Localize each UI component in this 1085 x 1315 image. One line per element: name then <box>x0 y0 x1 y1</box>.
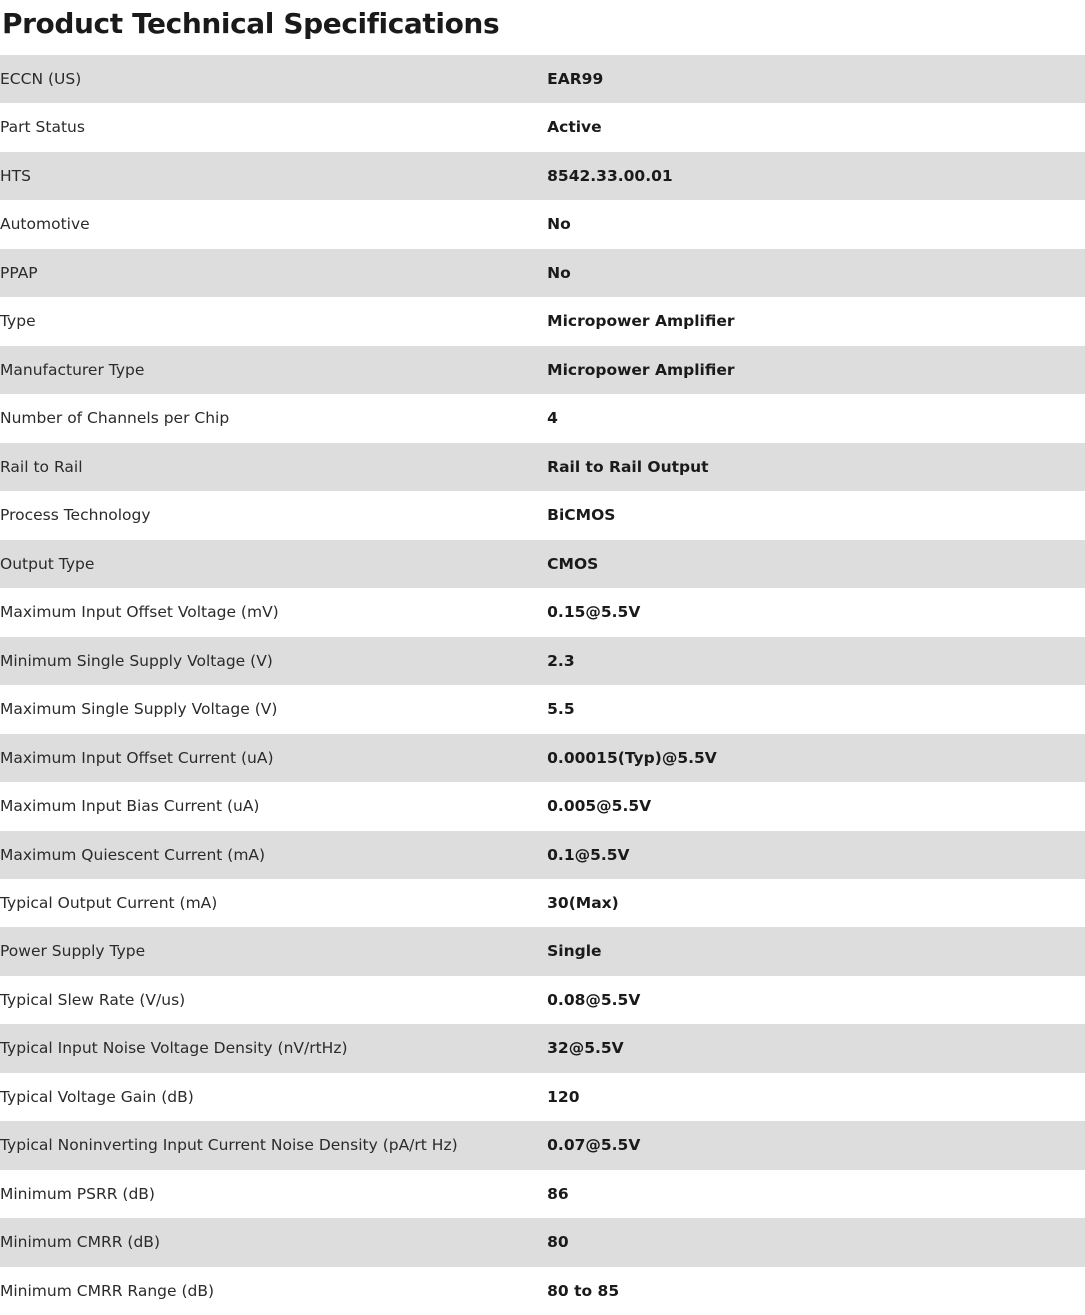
spec-value: CMOS <box>547 554 599 573</box>
spec-label: Minimum Single Supply Voltage (V) <box>0 651 273 670</box>
spec-label: Process Technology <box>0 506 151 525</box>
spec-label: Typical Input Noise Voltage Density (nV/rtHz) <box>0 1039 348 1058</box>
spec-label: Maximum Input Offset Current (uA) <box>0 748 274 767</box>
table-row <box>0 1267 1085 1315</box>
spec-value: 120 <box>547 1087 580 1106</box>
table-row <box>0 249 1085 297</box>
table-row <box>0 927 1085 975</box>
spec-label: Typical Noninverting Input Current Noise Density (pA/rt Hz) <box>0 1136 458 1155</box>
spec-label: Number of Channels per Chip <box>0 409 230 428</box>
spec-label: Typical Voltage Gain (dB) <box>0 1087 194 1106</box>
spec-label: Maximum Input Bias Current (uA) <box>0 797 260 816</box>
spec-value: 0.07@5.5V <box>547 1136 641 1155</box>
table-row <box>0 1170 1085 1218</box>
spec-value: No <box>547 215 571 234</box>
specifications-table <box>0 55 1085 1315</box>
spec-value: No <box>547 263 571 282</box>
table-row <box>0 297 1085 345</box>
table-row <box>0 782 1085 830</box>
spec-value: BiCMOS <box>547 506 616 525</box>
spec-label: Maximum Input Offset Voltage (mV) <box>0 603 279 622</box>
spec-value: Micropower Amplifier <box>547 312 735 331</box>
spec-label: Part Status <box>0 118 85 137</box>
table-row <box>0 200 1085 248</box>
spec-label: Maximum Quiescent Current (mA) <box>0 845 266 864</box>
spec-label: Type <box>0 312 36 331</box>
table-row <box>0 443 1085 491</box>
spec-label: Output Type <box>0 554 95 573</box>
table-row <box>0 152 1085 200</box>
spec-value: 5.5 <box>547 700 575 719</box>
table-row <box>0 1073 1085 1121</box>
spec-value: 0.15@5.5V <box>547 603 641 622</box>
spec-value: 0.00015(Typ)@5.5V <box>547 748 717 767</box>
spec-label: PPAP <box>0 263 38 282</box>
table-row <box>0 346 1085 394</box>
table-row <box>0 734 1085 782</box>
spec-value: 0.08@5.5V <box>547 990 641 1009</box>
spec-value: 80 <box>547 1233 569 1252</box>
table-row <box>0 1024 1085 1072</box>
table-row <box>0 685 1085 733</box>
spec-label: Manufacturer Type <box>0 360 145 379</box>
product-specifications-page <box>0 6 1085 1315</box>
spec-label: Maximum Single Supply Voltage (V) <box>0 700 278 719</box>
specifications-table-body <box>0 55 1085 1315</box>
spec-label: Power Supply Type <box>0 942 146 961</box>
table-row <box>0 1218 1085 1266</box>
spec-value: 8542.33.00.01 <box>547 166 673 185</box>
spec-label: Typical Slew Rate (V/us) <box>0 990 186 1009</box>
spec-label: Minimum CMRR Range (dB) <box>0 1281 215 1300</box>
spec-value: 4 <box>547 409 558 428</box>
table-row <box>0 976 1085 1024</box>
table-row <box>0 491 1085 539</box>
table-row <box>0 103 1085 151</box>
spec-value: 30(Max) <box>547 893 619 912</box>
table-row <box>0 394 1085 442</box>
spec-value: 80 to 85 <box>547 1281 620 1300</box>
spec-value: 0.1@5.5V <box>547 845 630 864</box>
table-row <box>0 879 1085 927</box>
table-row <box>0 540 1085 588</box>
spec-value: Active <box>547 118 602 137</box>
spec-value: Rail to Rail Output <box>547 457 709 476</box>
spec-label: Minimum CMRR (dB) <box>0 1233 160 1252</box>
spec-label: Typical Output Current (mA) <box>0 893 218 912</box>
table-row <box>0 831 1085 879</box>
spec-label: HTS <box>0 166 31 185</box>
spec-value: 0.005@5.5V <box>547 797 652 816</box>
spec-value: 86 <box>547 1184 569 1203</box>
table-row <box>0 588 1085 636</box>
spec-value: Micropower Amplifier <box>547 360 735 379</box>
table-row <box>0 1121 1085 1169</box>
spec-label: Automotive <box>0 215 90 234</box>
spec-label: Minimum PSRR (dB) <box>0 1184 155 1203</box>
spec-value: 2.3 <box>547 651 575 670</box>
spec-label: Rail to Rail <box>0 457 83 476</box>
spec-value: EAR99 <box>547 70 604 88</box>
page-title: Product Technical Specifications <box>2 7 500 40</box>
spec-label: ECCN (US) <box>0 70 82 88</box>
table-row <box>0 637 1085 685</box>
spec-value: 32@5.5V <box>547 1039 624 1058</box>
spec-value: Single <box>547 942 602 961</box>
table-row <box>0 55 1085 103</box>
